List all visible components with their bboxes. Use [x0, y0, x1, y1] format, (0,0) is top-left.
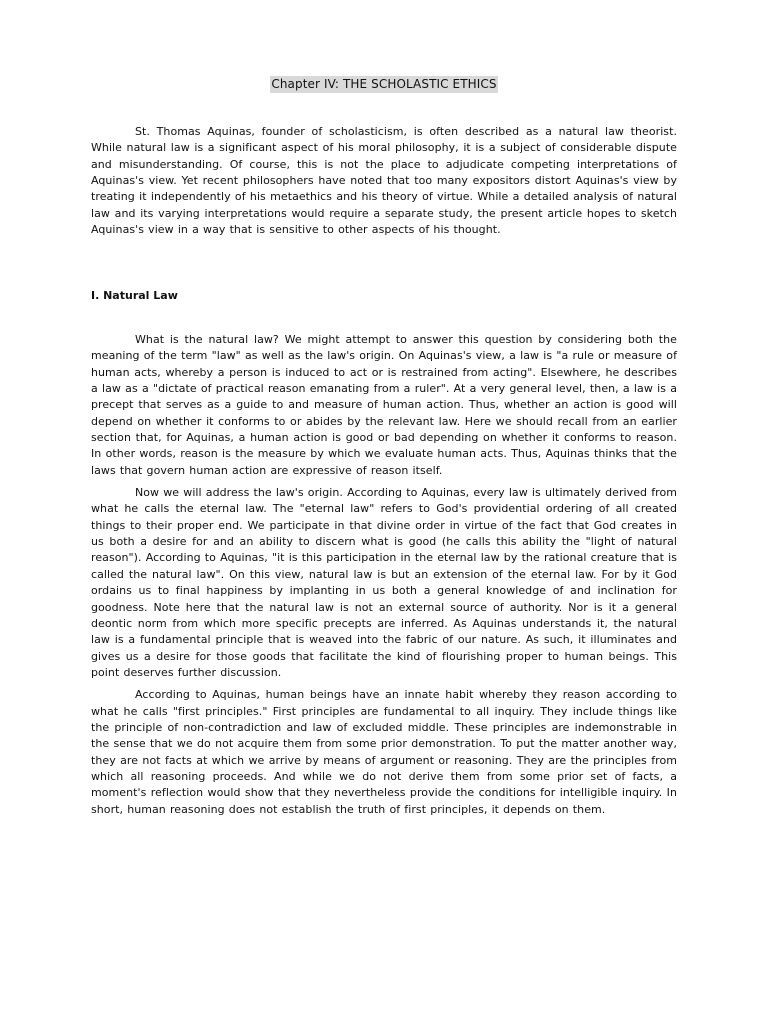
body-paragraph-3: According to Aquinas, human beings have an innate habit whereby they reason according to what he calls "first principles." First principles are fundamental to all inquiry. They include things like the principle of non-contradiction and law of excluded middle. These principles are indemonstrable in the sense that we do not acquire them from some prior demonstration. To put the matter another way, they are not facts at which we arrive by means of argument or reasoning. They are the principles from which all reasoning proceeds. And while we do not derive them from some prior set of facts, a moment's reflection would show that they nevertheless provide the conditions for intelligible inquiry. In short, human reasoning does not establish the truth of first principles, it depends on them.	[91, 688, 677, 816]
body-paragraph-1: What is the natural law? We might attempt to answer this question by considering both the meaning of the term "law" as well as the law's origin. On Aquinas's view, a law is "a rule or measure of human acts, whereby a person is induced to act or is restrained from acting". Elsewhere, he describes a law as a "dictate of practical reason emanating from a ruler". At a very general level, then, a law is a precept that serves as a guide to and measure of human action. Thus, whether an action is good will depend on whether it conforms to or abides by the relevant law. Here we should recall from an earlier section that, for Aquinas, a human action is good or bad depending on whether it conforms to reason. In other words, reason is the measure by which we evaluate human acts. Thus, Aquinas thinks that the laws that govern human action are expressive of reason itself.	[91, 333, 677, 477]
section-body	[91, 332, 677, 818]
section-heading: I. Natural Law	[91, 289, 178, 302]
chapter-title-wrapper	[0, 73, 768, 93]
chapter-title: Chapter IV: THE SCHOLASTIC ETHICS	[271, 77, 497, 91]
intro-paragraph: St. Thomas Aquinas, founder of scholasticism, is often described as a natural law theorist. While natural law is a significant aspect of his moral philosophy, it is a subject of considerable dispute and misunderstanding. Of course, this is not the place to adjudicate competing interpretations of Aquinas's view. Yet recent philosophers have noted that too many expositors distort Aquinas's view by treating it independently of his metaethics and his theory of virtue. While a detailed analysis of natural law and its varying interpretations would require a separate study, the present article hopes to sketch Aquinas's view in a way that is sensitive to other aspects of his thought.	[91, 125, 677, 237]
body-paragraph-2: Now we will address the law's origin. According to Aquinas, every law is ultimately derived from what he calls the eternal law. The "eternal law" refers to God's providential ordering of all created things to their proper end. We participate in that divine order in virtue of the fact that God creates in us both a desire for and an ability to discern what is good (he calls this ability the "light of natural reason"). According to Aquinas, "it is this participation in the eternal law by the rational creature that is called the natural law". On this view, natural law is but an extension of the eternal law. For by it God ordains us to final happiness by implanting in us both a general knowledge of and inclination for goodness. Note here that the natural law is not an external source of authority. Nor is it a general deontic norm from which more specific precepts are inferred. As Aquinas understands it, the natural law is a fundamental principle that is weaved into the fabric of our nature. As such, it illuminates and gives us a desire for those goods that facilitate the kind of flourishing proper to human beings. This point deserves further discussion.	[91, 486, 677, 679]
document-content	[91, 124, 677, 816]
